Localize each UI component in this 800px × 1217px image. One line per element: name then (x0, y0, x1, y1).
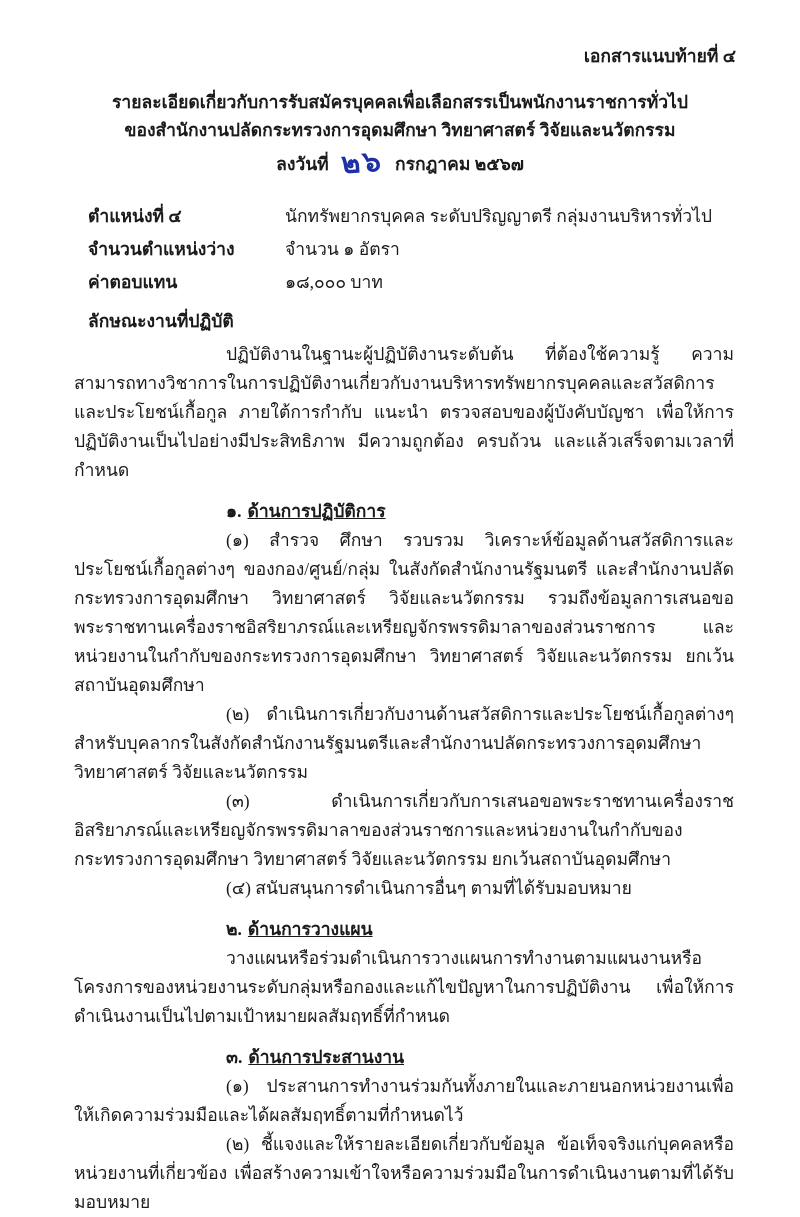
vacancy-value: จำนวน ๑ อัตรา (285, 239, 400, 259)
position-info-block (88, 202, 736, 301)
title-line-2: ของสำนักงานปลัดกระทรวงการอุดมศึกษา วิทยาศาสตร์ วิจัยและนวัตกรรม (124, 120, 676, 140)
section-1-heading (226, 497, 734, 526)
section-1-item: (๓) ดำเนินการเกี่ยวกับการเสนอขอพระราชทานเครื่องราชอิสริยาภรณ์และเหรียญจักรพรรดิมาลาของส่วนราชการและหน่วยงานในกำกับของกระทรวงการอุดมศึกษา วิทยาศาสตร์ วิจัยและนวัตกรรม ยกเว้นสถาบันอุดมศึกษา (74, 791, 734, 869)
salary-label: ค่าตอบแทน (88, 272, 178, 292)
section-3-item: (๑) ประสานการทำงานร่วมกันทั้งภายในและภายนอกหน่วยงานเพื่อให้เกิดความร่วมมือและได้ผลสัมฤทธิ์ตามที่กำหนดไว้ (74, 1076, 734, 1125)
job-description-content (74, 340, 734, 1217)
section-2-title: ด้านการวางแผน (247, 919, 373, 939)
section-2-heading (226, 915, 734, 944)
section-3-title: ด้านการประสานงาน (248, 1047, 405, 1067)
section-3-item: (๒) ชี้แจงและให้รายละเอียดเกี่ยวกับข้อมูล ข้อเท็จจริงแก่บุคคลหรือหน่วยงานที่เกี่ยวข้อง เพื่อสร้างความเข้าใจหรือความร่วมมือในการดำเนินงานตามที่ได้รับมอบหมาย (74, 1134, 734, 1212)
salary-row (88, 268, 736, 301)
position-number-label: ตำแหน่งที่ ๔ (88, 206, 182, 226)
section-1-item: (๒) ดำเนินการเกี่ยวกับงานด้านสวัสดิการและประโยชน์เกื้อกูลต่างๆ สำหรับบุคลากรในสังกัดสำนักงานรัฐมนตรีและสำนักงานปลัดกระทรวงการอุดมศึกษา วิทยาศาสตร์ วิจัยและนวัตกรรม (74, 704, 734, 782)
vacancy-label: จำนวนตำแหน่งว่าง (88, 239, 235, 259)
position-title-value: นักทรัพยากรบุคคล ระดับปริญญาตรี กลุ่มงานบริหารทั่วไป (285, 206, 713, 226)
date-prefix: ลงวันที่ (276, 154, 329, 174)
position-row (88, 202, 736, 235)
vacancy-row (88, 235, 736, 268)
section-3-number: ๓. (226, 1047, 243, 1067)
section-3-heading (226, 1043, 734, 1072)
handwritten-date-number: ๒๖ (340, 143, 384, 181)
section-1-item: (๔) สนับสนุนการดำเนินการอื่นๆ ตามที่ได้รับมอบหมาย (226, 878, 632, 898)
job-description-intro: ปฏิบัติงานในฐานะผู้ปฏิบัติงานระดับต้น ที่ต้องใช้ความรู้ ความสามารถทางวิชาการในการปฏิบัติงานเกี่ยวกับงานบริหารทรัพยากรบุคคลและสวัสดิการและประโยชน์เกื้อกูล ภายใต้การกำกับ แนะนำ ตรวจสอบของผู้บังคับบัญชา เพื่อให้การปฏิบัติงานเป็นไปอย่างมีประสิทธิภาพ มีความถูกต้อง ครบถ้วน และแล้วเสร็จตามเวลาที่กำหนด (74, 344, 734, 480)
date-line (0, 143, 800, 181)
section-2-item: วางแผนหรือร่วมดำเนินการวางแผนการทำงานตามแผนงานหรือโครงการของหน่วยงานระดับกลุ่มหรือกองและแก้ไขปัญหาในการปฏิบัติงาน เพื่อให้การดำเนินงานเป็นไปตามเป้าหมายผลสัมฤทธิ์ที่กำหนด (74, 948, 734, 1026)
salary-value: ๑๘,๐๐๐ บาท (285, 272, 383, 292)
document-title-block (0, 89, 800, 181)
section-1-title: ด้านการปฏิบัติการ (247, 501, 386, 521)
date-suffix: กรกฎาคม ๒๕๖๗ (395, 154, 524, 174)
section-1-item: (๑) สำรวจ ศึกษา รวบรวม วิเคราะห์ข้อมูลด้านสวัสดิการและประโยชน์เกื้อกูลต่างๆ ของกอง/ศูนย์/กลุ่ม ในสังกัดสำนักงานรัฐมนตรี และสำนักงานปลัดกระทรวงการอุดมศึกษา วิทยาศาสตร์ วิจัยและนวัตกรรม รวมถึงข้อมูลการเสนอขอพระราชทานเครื่องราชอิสริยาภรณ์และเหรียญจักรพรรดิมาลาของส่วนราชการ และหน่วยงานในกำกับของกระทรวงการอุดมศึกษา วิทยาศาสตร์ วิจัยและนวัตกรรม ยกเว้นสถาบันอุดมศึกษา (74, 530, 734, 695)
section-1-number: ๑. (226, 501, 242, 521)
title-line-1: รายละเอียดเกี่ยวกับการรับสมัครบุคคลเพื่อเลือกสรรเป็นพนักงานราชการทั่วไป (112, 92, 688, 112)
attachment-number-label: เอกสารแนบท้ายที่ ๔ (583, 46, 736, 66)
section-2-number: ๒. (226, 919, 242, 939)
job-description-heading: ลักษณะงานที่ปฏิบัติ (88, 311, 234, 331)
